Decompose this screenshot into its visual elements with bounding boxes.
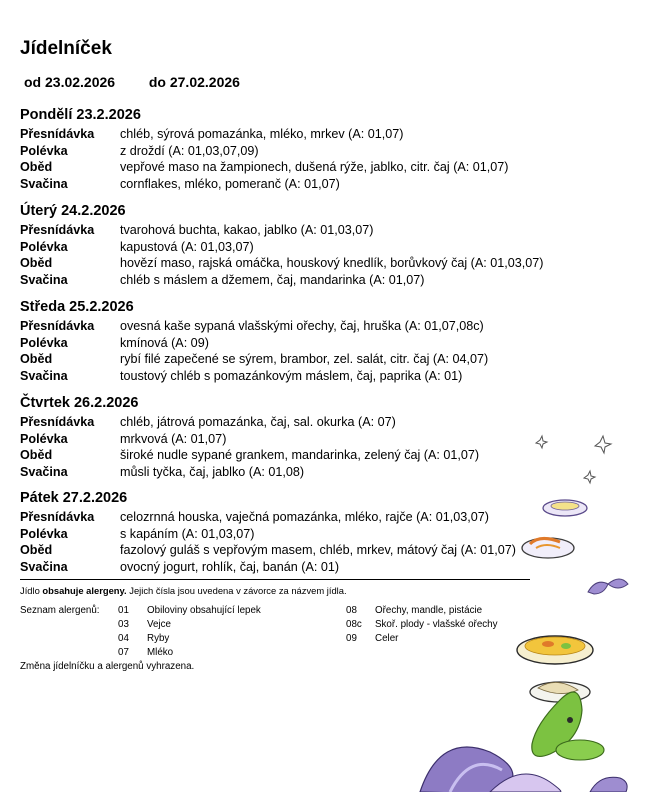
allergen-name: Obiloviny obsahující lepek <box>147 605 261 616</box>
page-title: Jídelníček <box>20 38 112 59</box>
allergen-code: 09 <box>346 633 357 644</box>
date-from: 23.02.2026 <box>45 74 116 90</box>
allergen-name: Ořechy, mandle, pistácie <box>375 605 483 616</box>
sparkle-icon <box>536 436 547 448</box>
meal-label: Polévka <box>20 335 68 350</box>
meal-desc: chléb s máslem a džemem, čaj, mandarinka (A: 01,07) <box>120 272 425 287</box>
meal-desc: fazolový guláš s vepřovým masem, chléb, mrkev, mátový čaj (A: 01,07) <box>120 543 516 557</box>
day-block-wednesday <box>20 296 580 384</box>
allergen-name: Skoř. plody - vlašské ořechy <box>375 619 498 630</box>
meal-desc: kmínová (A: 09) <box>120 335 209 350</box>
meal-label: Svačina <box>20 368 68 383</box>
allergen-code: 08c <box>346 619 362 630</box>
allergen-item <box>118 618 261 632</box>
meal-desc: chléb, játrová pomazánka, čaj, sal. okurka (A: 07) <box>120 415 396 429</box>
allergen-code: 07 <box>118 647 129 658</box>
meal-row-snack <box>20 368 580 385</box>
day-block-tuesday <box>20 200 580 288</box>
meal-desc: hovězí maso, rajská omáčka, houskový knedlík, borůvkový čaj (A: 01,03,07) <box>120 256 544 270</box>
meal-row-soup <box>20 239 580 256</box>
meal-row-snack <box>20 272 580 289</box>
meal-desc: ovocný jogurt, rohlík, čaj, banán (A: 01) <box>120 559 340 574</box>
date-from-label: od <box>24 74 42 90</box>
meal-row-soup <box>20 335 580 352</box>
meal-label: Oběd <box>20 160 53 174</box>
allergen-name: Mléko <box>147 647 174 658</box>
meal-label: Svačina <box>20 559 68 574</box>
meal-label: Přesnídávka <box>20 223 95 237</box>
meal-row-breakfast <box>20 222 580 239</box>
meal-label: Oběd <box>20 256 53 270</box>
day-title: Pondělí 23.2.2026 <box>20 107 141 123</box>
meal-row-lunch <box>20 255 580 272</box>
allergen-item <box>118 646 261 660</box>
meal-label: Polévka <box>20 431 68 446</box>
meal-label: Přesnídávka <box>20 510 95 524</box>
meal-label: Polévka <box>20 526 68 541</box>
meal-desc: z droždí (A: 01,03,07,09) <box>120 143 259 158</box>
meal-label: Oběd <box>20 448 53 462</box>
meal-desc: ovesná kaše sypaná vlašskými ořechy, čaj, hruška (A: 01,07,08c) <box>120 319 484 333</box>
allergen-code: 04 <box>118 633 129 644</box>
meal-label: Svačina <box>20 272 68 287</box>
meal-label: Přesnídávka <box>20 127 95 141</box>
allergen-column <box>118 604 261 660</box>
sparkle-icon <box>595 436 611 453</box>
meal-desc: mrkvová (A: 01,07) <box>120 431 227 446</box>
meal-label: Polévka <box>20 239 68 254</box>
meal-label: Polévka <box>20 143 68 158</box>
allergen-item <box>118 604 261 618</box>
meal-row-breakfast <box>20 318 580 335</box>
allergen-code: 01 <box>118 605 129 616</box>
note-prefix: Jídlo <box>20 585 43 596</box>
meal-row-breakfast <box>20 126 580 143</box>
meal-row-breakfast <box>20 414 580 431</box>
meal-desc: vepřové maso na žampionech, dušená rýže, jablko, citr. čaj (A: 01,07) <box>120 160 509 174</box>
date-range <box>24 74 240 90</box>
meal-desc: můsli tyčka, čaj, jablko (A: 01,08) <box>120 464 305 479</box>
meal-label: Přesnídávka <box>20 319 95 333</box>
meal-label: Svačina <box>20 464 68 479</box>
meal-label: Oběd <box>20 543 53 557</box>
meal-desc: tvarohová buchta, kakao, jablko (A: 01,03,07) <box>120 223 374 237</box>
chef-illustration <box>410 430 657 792</box>
meal-desc: celozrnná houska, vaječná pomazánka, mléko, rajče (A: 01,03,07) <box>120 510 489 524</box>
meal-desc: kapustová (A: 01,03,07) <box>120 239 254 254</box>
meal-label: Přesnídávka <box>20 415 95 429</box>
meal-desc: s kapáním (A: 01,03,07) <box>120 526 255 541</box>
note-suffix: Jejich čísla jsou uvedena v závorce za názvem jídla. <box>126 585 347 596</box>
meal-row-lunch <box>20 159 580 176</box>
sparkle-icon <box>584 471 595 483</box>
allergen-heading: Seznam alergenů: <box>20 605 100 616</box>
date-to: 27.02.2026 <box>169 74 240 90</box>
allergen-code: 03 <box>118 619 129 630</box>
allergen-item <box>118 632 261 646</box>
meal-label: Svačina <box>20 176 68 191</box>
meal-desc: rybí filé zapečené se sýrem, brambor, zel. salát, citr. čaj (A: 04,07) <box>120 352 489 366</box>
meal-desc: toustový chléb s pomazánkovým máslem, čaj, paprika (A: 01) <box>120 368 463 383</box>
bow-icon <box>588 579 628 594</box>
day-title: Středa 25.2.2026 <box>20 299 134 315</box>
footer-note: Změna jídelníčku a alergenů vyhrazena. <box>20 661 195 672</box>
day-block-monday <box>20 104 580 192</box>
meal-row-lunch <box>20 351 580 368</box>
date-to-label: do <box>148 74 166 90</box>
note-bold: obsahuje alergeny. <box>42 585 127 596</box>
meal-row-soup <box>20 143 580 160</box>
allergen-note <box>20 585 347 596</box>
plate-icon <box>522 538 574 558</box>
day-title: Čtvrtek 26.2.2026 <box>20 395 139 411</box>
meal-row-snack <box>20 176 580 193</box>
allergen-code: 08 <box>346 605 357 616</box>
day-title: Úterý 24.2.2026 <box>20 203 126 219</box>
allergen-name: Vejce <box>147 619 171 630</box>
meal-label: Oběd <box>20 352 53 366</box>
meal-desc: cornflakes, mléko, pomeranč (A: 01,07) <box>120 176 340 191</box>
meal-desc: široké nudle sypané grankem, mandarinka, zelený čaj (A: 01,07) <box>120 448 480 462</box>
day-title: Pátek 27.2.2026 <box>20 490 128 506</box>
meal-desc: chléb, sýrová pomazánka, mléko, mrkev (A: 01,07) <box>120 127 404 141</box>
allergen-name: Ryby <box>147 633 170 644</box>
allergen-name: Celer <box>375 633 399 644</box>
